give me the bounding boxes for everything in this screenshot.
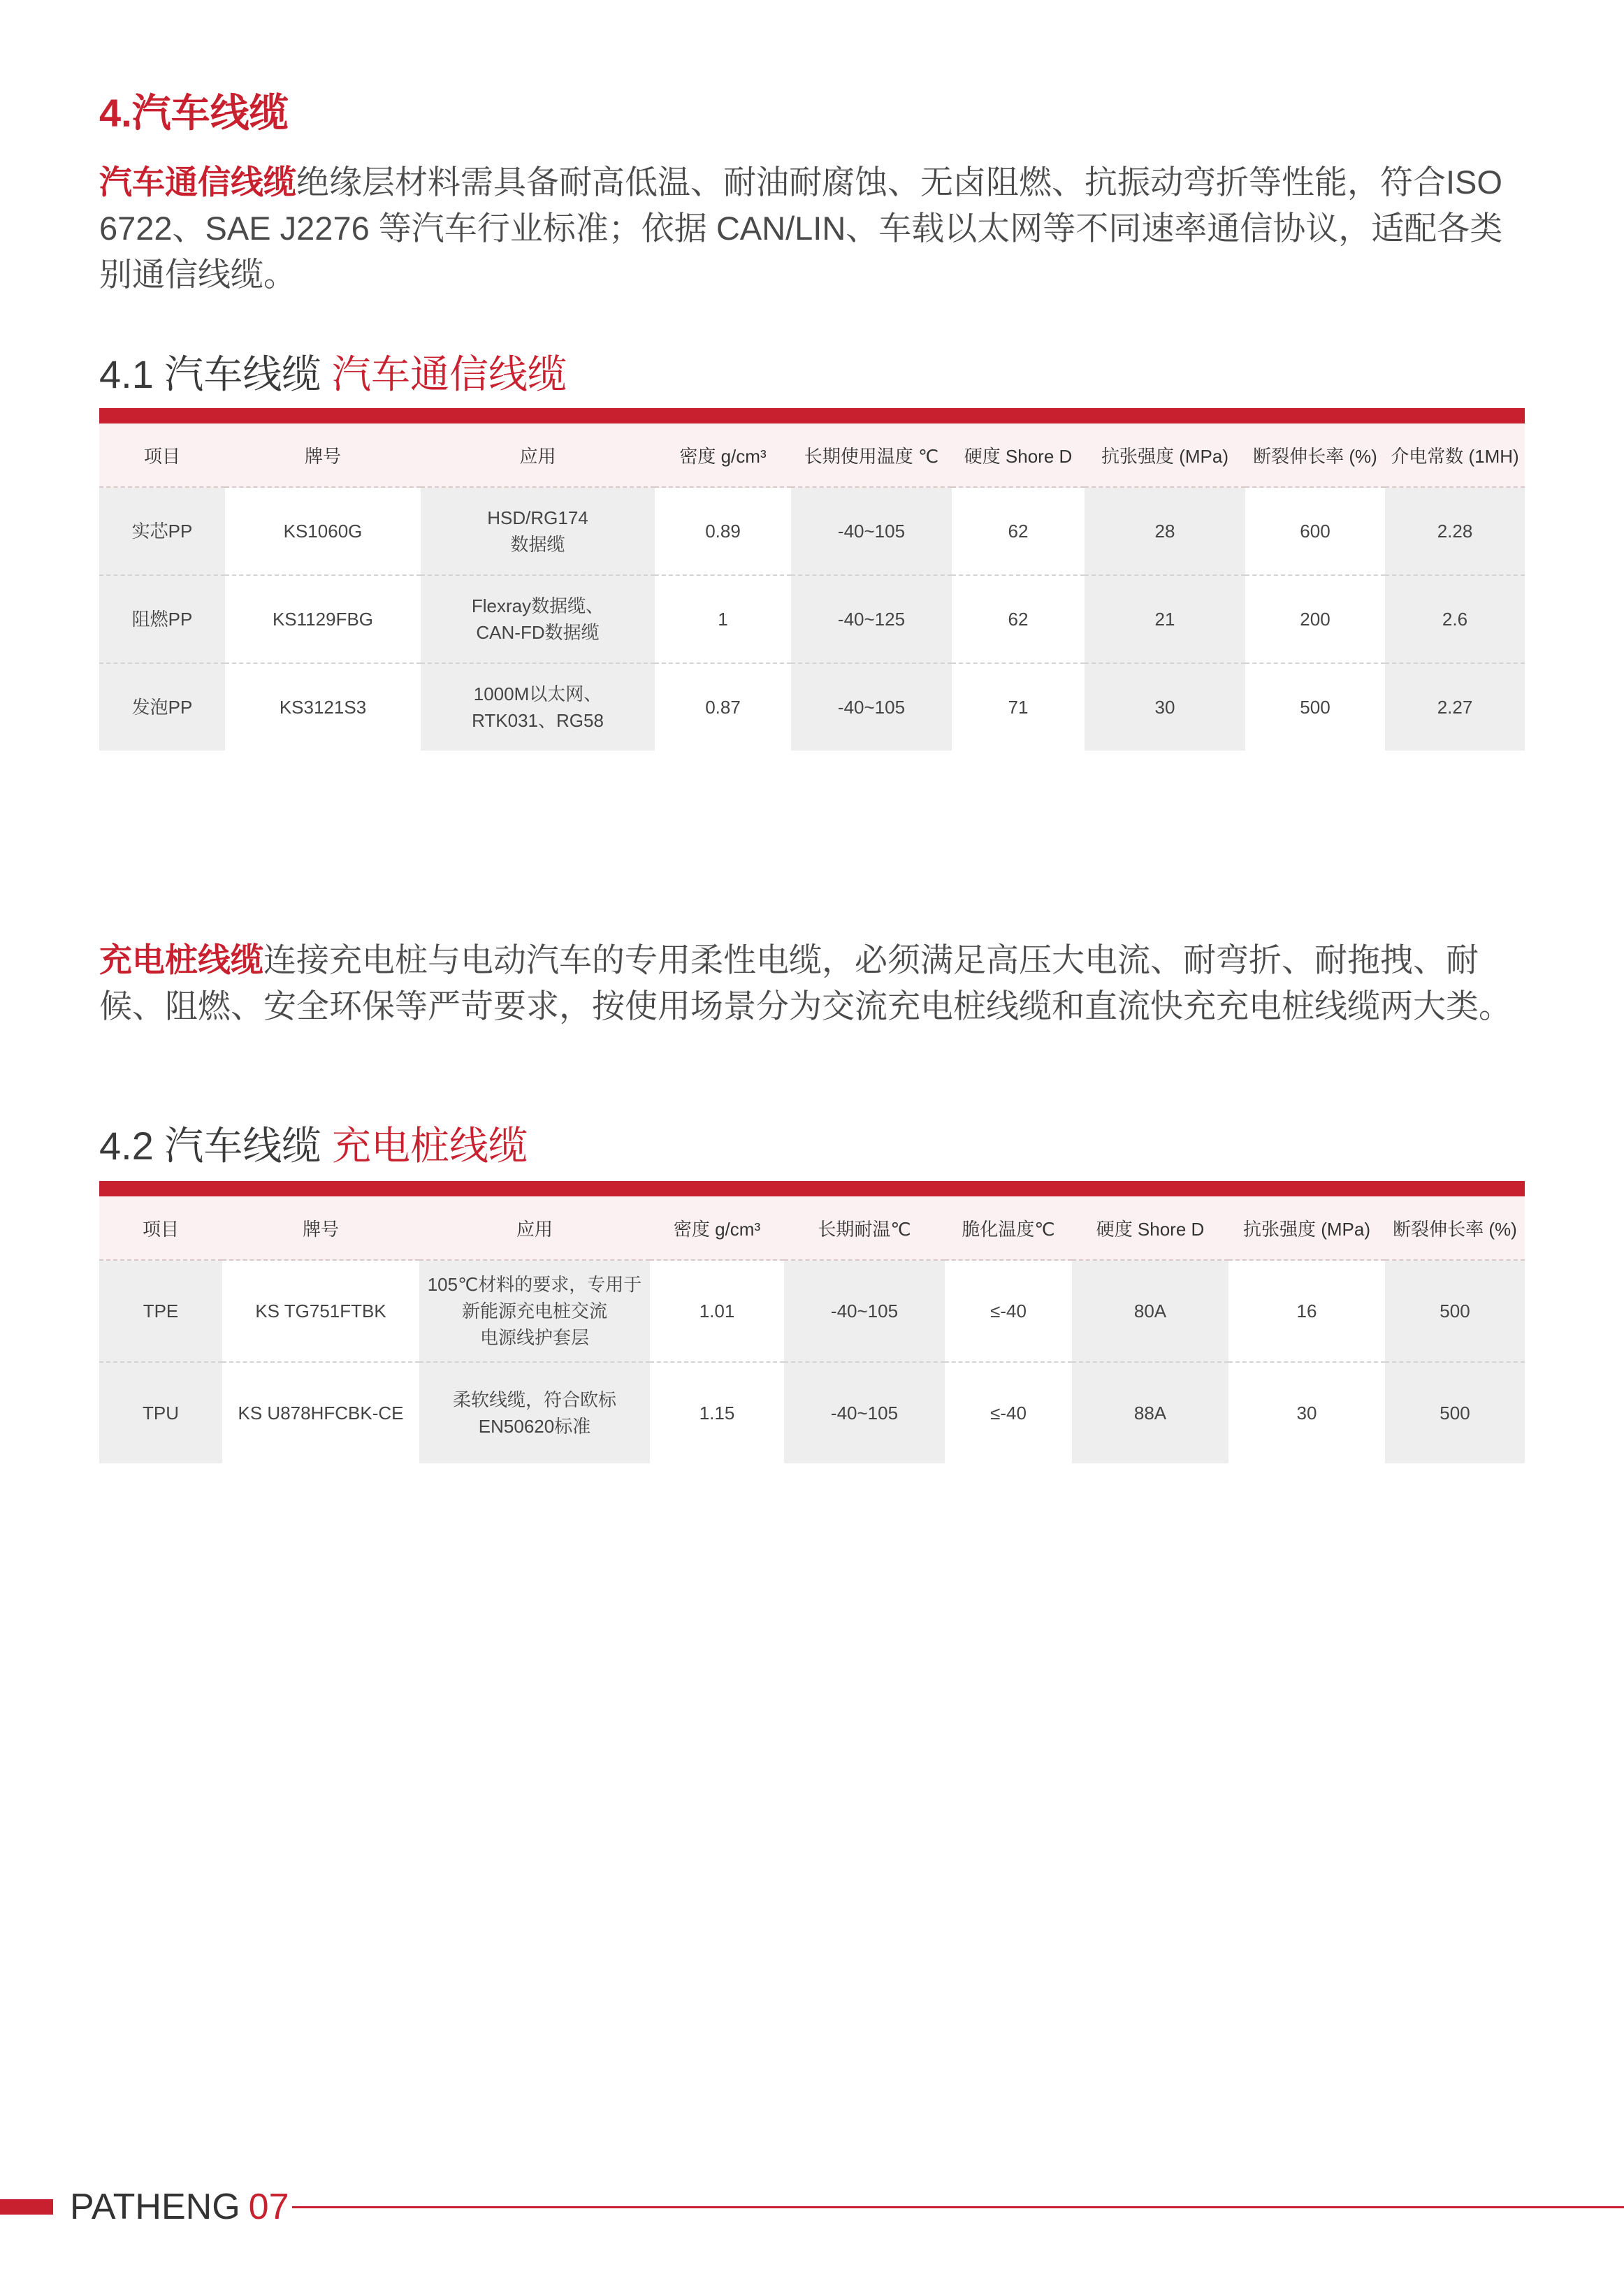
cell-item: 实芯PP xyxy=(99,488,225,576)
intro-text-communication: 绝缘层材料需具备耐高低温、耐油耐腐蚀、无卤阻燃、抗振动弯折等性能，符合ISO 6722、SAE J2276 等汽车行业标准；依据 CAN/LIN、车载以太网等不同速率通信协议，适配各类别通信线缆。 xyxy=(99,164,1503,293)
cell-density: 1 xyxy=(655,576,791,664)
header-cell: 脆化温度℃ xyxy=(945,1196,1072,1261)
cell-application-line: Flexray数据缆、 xyxy=(471,595,604,616)
cell-density: 0.87 xyxy=(655,664,791,751)
cell-application xyxy=(421,576,655,664)
header-cell: 应用 xyxy=(419,1196,650,1261)
cell-application-line: 柔软线缆，符合欧标 xyxy=(452,1389,616,1410)
footer-rule xyxy=(292,2206,1624,2208)
header-cell: 长期耐温℃ xyxy=(784,1196,945,1261)
table-top-bar xyxy=(99,408,1525,423)
header-cell: 应用 xyxy=(421,423,655,488)
intro-lead-charging: 充电桩线缆 xyxy=(99,941,263,978)
cell-application-line: 数据缆 xyxy=(510,534,565,555)
cell-application-line: EN50620标准 xyxy=(478,1416,591,1437)
cell-application xyxy=(419,1363,650,1463)
cell-temp: -40~125 xyxy=(791,576,952,664)
cell-application-line: CAN-FD数据缆 xyxy=(476,622,600,643)
cell-application-line: 电源线护套层 xyxy=(479,1327,589,1348)
cell-tensile: 16 xyxy=(1228,1261,1385,1363)
header-cell: 牌号 xyxy=(225,423,421,488)
cell-grade: KS1060G xyxy=(225,488,421,576)
cell-hardness: 71 xyxy=(952,664,1085,751)
cell-temp: -40~105 xyxy=(791,664,952,751)
header-cell: 抗张强度 (MPa) xyxy=(1085,423,1245,488)
header-cell: 密度 g/cm³ xyxy=(650,1196,784,1261)
page-number: 07 xyxy=(248,2187,289,2227)
subsection-prefix-4-2: 4.2 汽车线缆 xyxy=(99,1124,332,1168)
cell-temp: -40~105 xyxy=(784,1261,945,1363)
header-cell: 牌号 xyxy=(222,1196,419,1261)
cell-tensile: 30 xyxy=(1085,664,1245,751)
table-communication-cable xyxy=(99,408,1525,751)
cell-hardness: 88A xyxy=(1072,1363,1228,1463)
cell-application xyxy=(421,664,655,751)
intro-text-charging: 连接充电桩与电动汽车的专用柔性电缆，必须满足高压大电流、耐弯折、耐拖拽、耐候、阻燃、安全环保等严苛要求，按使用场景分为交流充电桩线缆和直流快充充电桩线缆两大类。 xyxy=(99,941,1511,1024)
cell-density: 1.15 xyxy=(650,1363,784,1463)
footer-accent-bar xyxy=(0,2199,53,2215)
cell-application-line: RTK031、RG58 xyxy=(472,710,604,731)
header-cell: 抗张强度 (MPa) xyxy=(1228,1196,1385,1261)
cell-tensile: 21 xyxy=(1085,576,1245,664)
cell-brittle-temp: ≤-40 xyxy=(945,1261,1072,1363)
intro-paragraph-communication xyxy=(99,159,1525,298)
cell-hardness: 62 xyxy=(952,576,1085,664)
cell-application-line: 105℃材料的要求，专用于 xyxy=(427,1274,642,1295)
subsection-title-4-2 xyxy=(99,1115,528,1171)
table-charging-cable xyxy=(99,1181,1525,1463)
table-row xyxy=(99,576,1525,664)
footer-brand: PATHENG xyxy=(70,2187,240,2227)
header-cell: 项目 xyxy=(99,1196,222,1261)
cell-grade: KS TG751FTBK xyxy=(222,1261,419,1363)
cell-grade: KS3121S3 xyxy=(225,664,421,751)
cell-elongation: 500 xyxy=(1385,1363,1525,1463)
subsection-prefix-4-1: 4.1 汽车线缆 xyxy=(99,352,332,396)
cell-elongation: 500 xyxy=(1385,1261,1525,1363)
cell-application-line: HSD/RG174 xyxy=(487,507,588,528)
cell-item: TPE xyxy=(99,1261,222,1363)
cell-item: TPU xyxy=(99,1363,222,1463)
cell-elongation: 600 xyxy=(1245,488,1385,576)
section-title: 4.汽车线缆 xyxy=(99,91,289,135)
cell-grade: KS U878HFCBK-CE xyxy=(222,1363,419,1463)
cell-temp: -40~105 xyxy=(784,1363,945,1463)
subsection-title-4-1 xyxy=(99,344,567,400)
footer xyxy=(70,2186,289,2228)
header-cell: 硬度 Shore D xyxy=(952,423,1085,488)
header-cell: 密度 g/cm³ xyxy=(655,423,791,488)
table-top-bar xyxy=(99,1181,1525,1196)
intro-paragraph-charging xyxy=(99,937,1525,1029)
intro-lead-communication: 汽车通信线缆 xyxy=(99,164,296,201)
table-row xyxy=(99,664,1525,751)
cell-hardness: 80A xyxy=(1072,1261,1228,1363)
cell-density: 0.89 xyxy=(655,488,791,576)
cell-tensile: 28 xyxy=(1085,488,1245,576)
cell-elongation: 200 xyxy=(1245,576,1385,664)
header-cell: 项目 xyxy=(99,423,225,488)
cell-temp: -40~105 xyxy=(791,488,952,576)
table-row xyxy=(99,1363,1525,1463)
cell-dielectric: 2.6 xyxy=(1385,576,1525,664)
table-row xyxy=(99,488,1525,576)
cell-item: 发泡PP xyxy=(99,664,225,751)
cell-dielectric: 2.27 xyxy=(1385,664,1525,751)
header-cell: 长期使用温度 ℃ xyxy=(791,423,952,488)
subsection-accent-4-2: 充电桩线缆 xyxy=(331,1124,528,1168)
header-cell: 断裂伸长率 (%) xyxy=(1245,423,1385,488)
cell-item: 阻燃PP xyxy=(99,576,225,664)
table-header-row xyxy=(99,1196,1525,1261)
cell-brittle-temp: ≤-40 xyxy=(945,1363,1072,1463)
table-row xyxy=(99,1261,1525,1363)
cell-tensile: 30 xyxy=(1228,1363,1385,1463)
table-header-row xyxy=(99,423,1525,488)
cell-application xyxy=(421,488,655,576)
cell-application xyxy=(419,1261,650,1363)
header-cell: 断裂伸长率 (%) xyxy=(1385,1196,1525,1261)
cell-grade: KS1129FBG xyxy=(225,576,421,664)
cell-elongation: 500 xyxy=(1245,664,1385,751)
cell-application-line: 1000M以太网、 xyxy=(473,683,602,704)
cell-hardness: 62 xyxy=(952,488,1085,576)
header-cell: 介电常数 (1MH) xyxy=(1385,423,1525,488)
cell-application-line: 新能源充电桩交流 xyxy=(461,1301,607,1321)
cell-dielectric: 2.28 xyxy=(1385,488,1525,576)
cell-density: 1.01 xyxy=(650,1261,784,1363)
header-cell: 硬度 Shore D xyxy=(1072,1196,1228,1261)
subsection-accent-4-1: 汽车通信线缆 xyxy=(331,352,567,396)
